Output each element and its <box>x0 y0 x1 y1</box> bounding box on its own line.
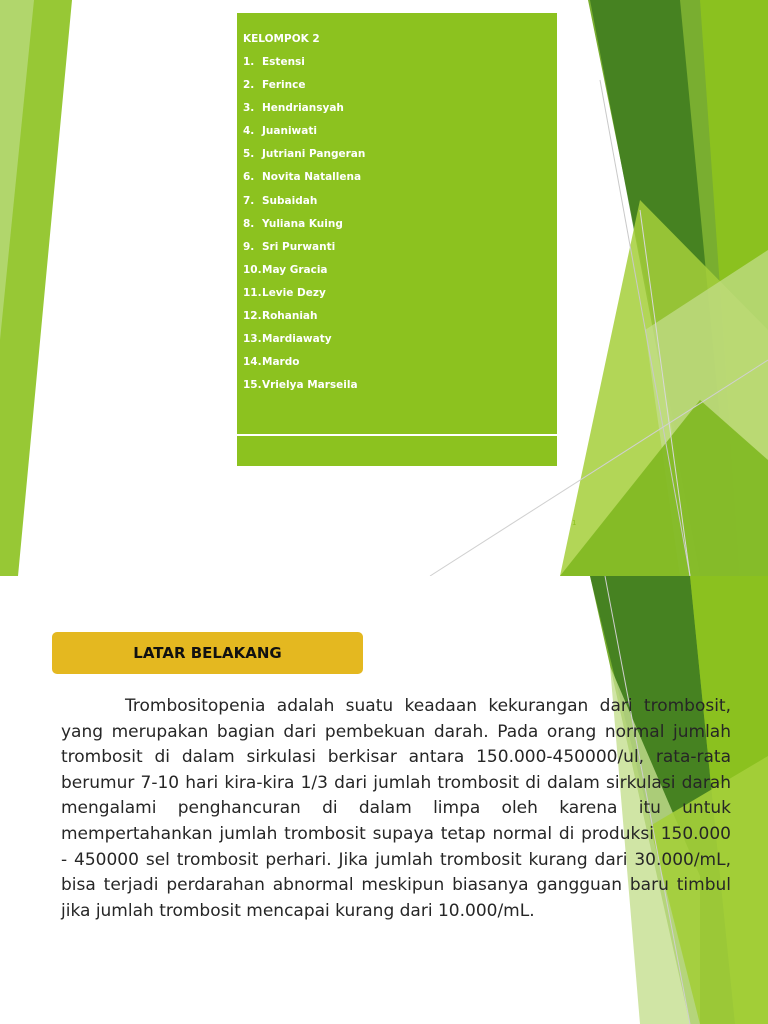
member-name: Jutriani Pangeran <box>262 148 366 161</box>
member-number: 6. <box>243 171 255 184</box>
member-number: 9. <box>243 240 255 253</box>
member-number: 11. <box>243 286 262 299</box>
member-list <box>243 56 365 402</box>
body-paragraph: Trombositopenia adalah suatu keadaan kekurangan dari trombosit, yang merupakan bagian dari pembekuan darah. Pada orang normal jumlah trombosit di dalam sirkulasi berkisar antara 150.000-450000/ul, rata-rata berumur 7-10 hari kira-kira 1/3 dari jumlah trombosit di dalam sirkulasi darah mengalami penghancuran di dalam limpa oleh karena itu untuk mempertahankan jumlah trombosit supaya tetap normal di produksi 150.000 - 450000 sel trombosit perhari. Jika jumlah trombosit kurang dari 30.000/mL, bisa terjadi perdarahan abnormal meskipun biasanya gangguan baru timbul jika jumlah trombosit mencapai kurang dari 10.000/mL. <box>61 696 731 921</box>
member-list-item <box>243 148 365 171</box>
member-number: 2. <box>243 79 255 92</box>
member-name: Subaidah <box>262 194 318 207</box>
member-list-item <box>243 310 365 333</box>
member-list-item <box>243 195 365 218</box>
member-number: 7. <box>243 194 255 207</box>
member-number: 15. <box>243 379 262 392</box>
member-list-item <box>243 125 365 148</box>
member-name: Rohaniah <box>262 310 318 323</box>
member-list-item <box>243 102 365 125</box>
panel-divider <box>237 434 557 436</box>
member-list-item <box>243 333 365 356</box>
member-list-item <box>243 218 365 241</box>
section-heading-badge <box>52 632 363 674</box>
member-list-item <box>243 171 365 194</box>
slide-2 <box>0 576 768 1024</box>
member-number: 1. <box>243 56 255 68</box>
member-name: Hendriansyah <box>262 102 344 115</box>
member-number: 13. <box>243 333 262 346</box>
member-name: Levie Dezy <box>262 286 326 299</box>
section-heading: LATAR BELAKANG <box>133 644 282 662</box>
member-list-item <box>243 287 365 310</box>
member-list-item <box>243 356 365 379</box>
group-member-panel <box>237 13 557 466</box>
member-name: Mardo <box>262 356 300 369</box>
member-name: Novita Natallena <box>262 171 362 184</box>
member-name: Vrielya Marseila <box>262 379 358 392</box>
member-list-item <box>243 379 365 402</box>
member-number: 14. <box>243 356 262 369</box>
member-name: Sri Purwanti <box>262 240 336 253</box>
member-number: 8. <box>243 217 255 230</box>
member-number: 5. <box>243 148 255 161</box>
member-name: Estensi <box>262 56 305 68</box>
member-number: 3. <box>243 102 255 115</box>
member-name: Mardiawaty <box>262 333 332 346</box>
member-number: 4. <box>243 125 255 138</box>
page-number: 1 <box>572 519 577 527</box>
member-number: 12. <box>243 310 262 323</box>
member-name: Yuliana Kuing <box>262 217 343 230</box>
group-title: KELOMPOK 2 <box>243 33 320 45</box>
member-number: 10. <box>243 263 262 276</box>
member-list-item <box>243 56 365 79</box>
member-list-item <box>243 241 365 264</box>
member-list-item <box>243 79 365 102</box>
member-name: Ferince <box>262 79 306 92</box>
member-name: May Gracia <box>262 263 328 276</box>
member-list-item <box>243 264 365 287</box>
member-name: Juaniwati <box>262 125 317 138</box>
